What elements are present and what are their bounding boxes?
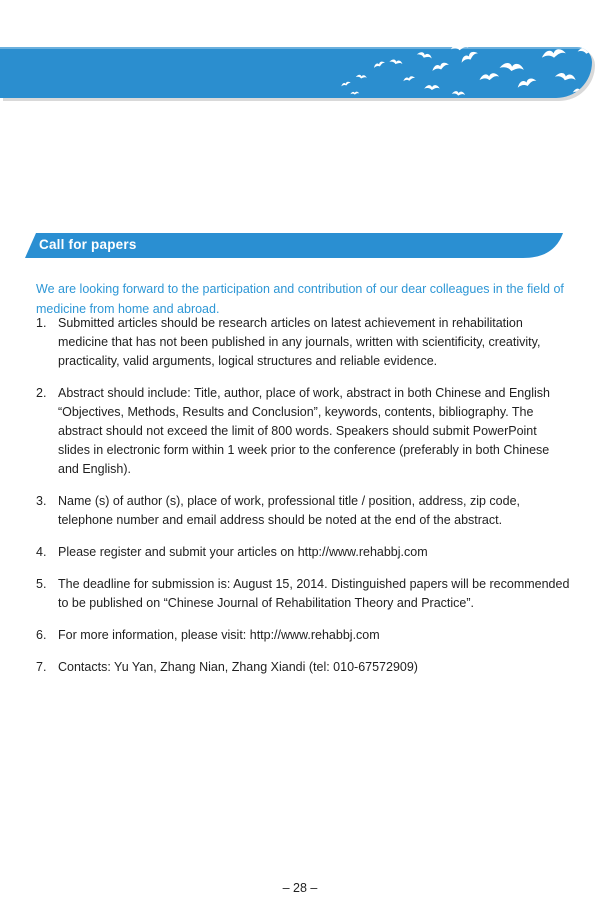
- list-item-number: 4.: [36, 545, 47, 559]
- list-item: [36, 492, 570, 530]
- list-item: [36, 575, 570, 613]
- guidelines-list: [36, 314, 570, 690]
- list-item-number: 7.: [36, 660, 47, 674]
- list-item-text: Contacts: Yu Yan, Zhang Nian, Zhang Xiandi (tel: 010-67572909): [58, 660, 418, 674]
- list-item-number: 2.: [36, 386, 47, 400]
- page-number: – 28 –: [282, 881, 318, 895]
- list-item-text: Name (s) of author (s), place of work, professional title / position, address, zip code, telephone number and email address should be noted at the end of the abstract.: [58, 494, 521, 527]
- list-item-number: 5.: [36, 577, 47, 591]
- list-item-text: Please register and submit your articles on http://www.rehabbj.com: [58, 545, 428, 559]
- list-item: [36, 384, 570, 479]
- list-item: [36, 658, 570, 677]
- list-item-text: The deadline for submission is: August 15, 2014. Distinguished papers will be recommended to be published on “Chinese Journal of Rehabilitation Theory and Practice”.: [58, 577, 570, 610]
- bird-flock-icon: [0, 47, 592, 98]
- list-item-number: 6.: [36, 628, 47, 642]
- list-item-text: Submitted articles should be research articles on latest achievement in rehabilitation medicine that has not been published in any journals, written with scientificity, creativity, practicality, valid arguments, logical structures and reliable evidence.: [58, 316, 541, 368]
- list-item-text: For more information, please visit: http://www.rehabbj.com: [58, 628, 380, 642]
- intro-text: We are looking forward to the participation and contribution of our dear colleagues in the field of medicine from home and abroad.: [36, 281, 564, 316]
- list-item-number: 1.: [36, 316, 47, 330]
- list-item: [36, 543, 570, 562]
- list-item: [36, 314, 570, 371]
- list-item-number: 3.: [36, 494, 47, 508]
- call-for-papers-header: [25, 233, 563, 258]
- header-banner: [0, 47, 592, 98]
- section-title: Call for papers: [39, 237, 137, 252]
- list-item-text: Abstract should include: Title, author, place of work, abstract in both Chinese and English “Objectives, Methods, Results and Conclusion”, keywords, contents, bibliography. The abstract should not exceed the limit of 800 words. Speakers should submit PowerPoint slides in electronic form within 1 week prior to the conference (preferably in both Chinese and English).: [58, 386, 550, 476]
- list-item: [36, 626, 570, 645]
